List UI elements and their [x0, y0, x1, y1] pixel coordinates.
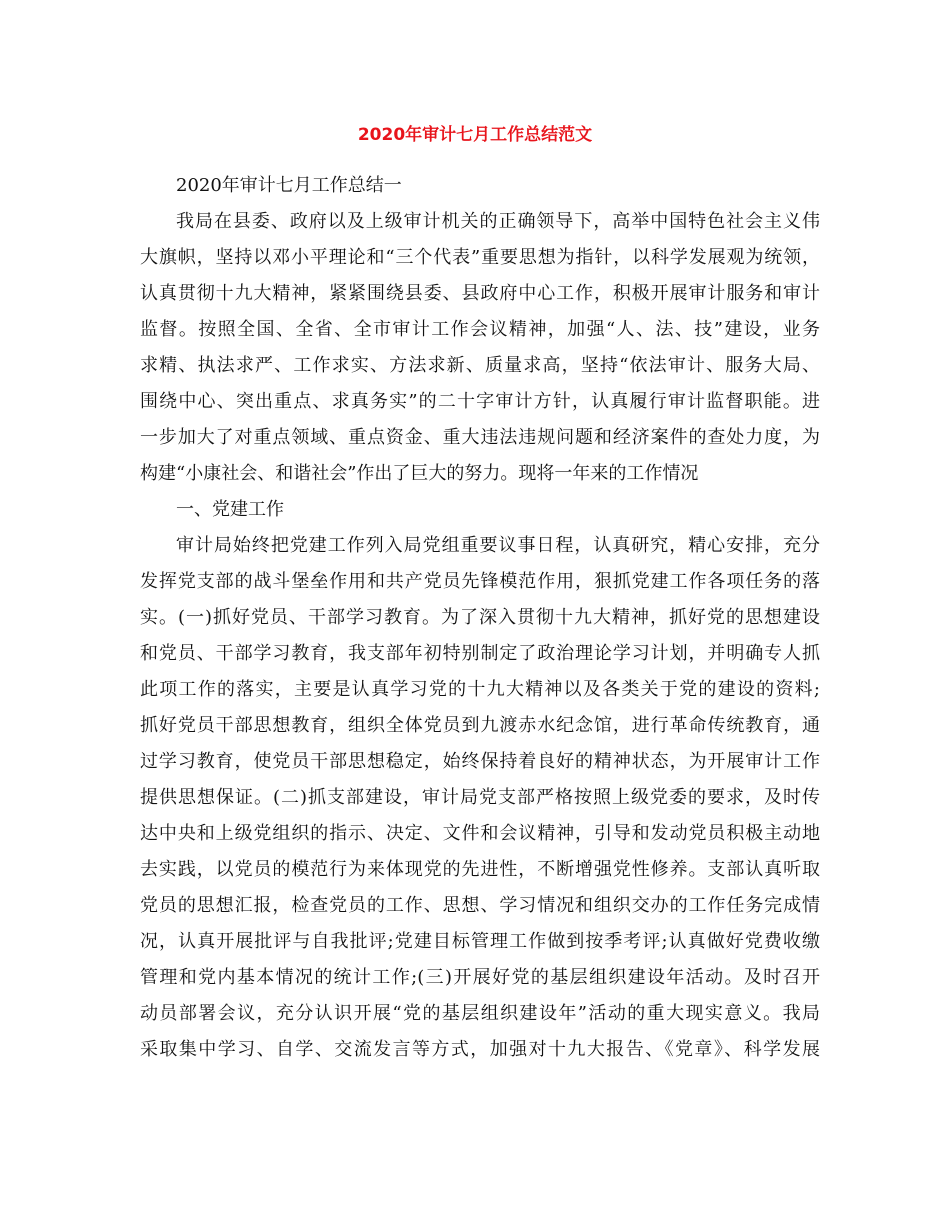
text-line: 一步加大了对重点领域、重点资金、重大违法违规问题和经济案件的查处力度，为 [140, 427, 820, 448]
text-line: 提供思想保证。(二)抓支部建设，审计局党支部严格按照上级党委的要求，及时传 [140, 787, 820, 808]
text-line: 此项工作的落实，主要是认真学习党的十九大精神以及各类关于党的建设的资料; [140, 679, 820, 700]
section-heading-party-building: 一、党建工作 [176, 499, 284, 520]
text-line: 达中央和上级党组织的指示、决定、文件和会议精神，引导和发动党员积极主动地 [140, 823, 820, 844]
text-line: 采取集中学习、自学、交流发言等方式，加强对十九大报告、《党章》、科学发展 [140, 1039, 820, 1060]
text-line: 况，认真开展批评与自我批评;党建目标管理工作做到按季考评;认真做好党费收缴 [140, 931, 820, 952]
text-line: 构建“小康社会、和谐社会”作出了巨大的努力。现将一年来的工作情况 [140, 463, 699, 484]
text-line: 监督。按照全国、全省、全市审计工作会议精神，加强“人、法、技”建设，业务 [140, 319, 820, 340]
section-heading-summary-one: 2020年审计七月工作总结一 [176, 175, 402, 196]
text-line: 管理和党内基本情况的统计工作;(三)开展好党的基层组织建设年活动。及时召开 [140, 967, 820, 988]
text-line: 抓好党员干部思想教育，组织全体党员到九渡赤水纪念馆，进行革命传统教育，通 [140, 715, 820, 736]
text-line: 我局在县委、政府以及上级审计机关的正确领导下，高举中国特色社会主义伟 [176, 211, 820, 232]
document-title: 2020年审计七月工作总结范文 [357, 125, 593, 145]
text-line: 去实践，以党员的模范行为来体现党的先进性，不断增强党性修养。支部认真听取 [140, 859, 820, 880]
text-line: 审计局始终把党建工作列入局党组重要议事日程，认真研究，精心安排，充分 [176, 535, 820, 556]
text-line: 求精、执法求严、工作求实、方法求新、质量求高，坚持“依法审计、服务大局、 [140, 355, 820, 376]
text-line: 认真贯彻十九大精神，紧紧围绕县委、县政府中心工作，积极开展审计服务和审计 [140, 283, 820, 304]
text-line: 围绕中心、突出重点、求真务实”的二十字审计方针，认真履行审计监督职能。进 [140, 391, 820, 412]
text-line: 动员部署会议，充分认识开展“党的基层组织建设年”活动的重大现实意义。我局 [140, 1003, 820, 1024]
text-line: 实。(一)抓好党员、干部学习教育。为了深入贯彻十九大精神，抓好党的思想建设 [140, 607, 820, 628]
text-line: 过学习教育，使党员干部思想稳定，始终保持着良好的精神状态，为开展审计工作 [140, 751, 820, 772]
text-line: 发挥党支部的战斗堡垒作用和共产党员先锋模范作用，狠抓党建工作各项任务的落 [140, 571, 820, 592]
text-line: 大旗帜，坚持以邓小平理论和“三个代表”重要思想为指针，以科学发展观为统领， [140, 247, 820, 268]
text-line: 党员的思想汇报，检查党员的工作、思想、学习情况和组织交办的工作任务完成情 [140, 895, 820, 916]
text-line: 和党员、干部学习教育，我支部年初特别制定了政治理论学习计划，并明确专人抓 [140, 643, 820, 664]
